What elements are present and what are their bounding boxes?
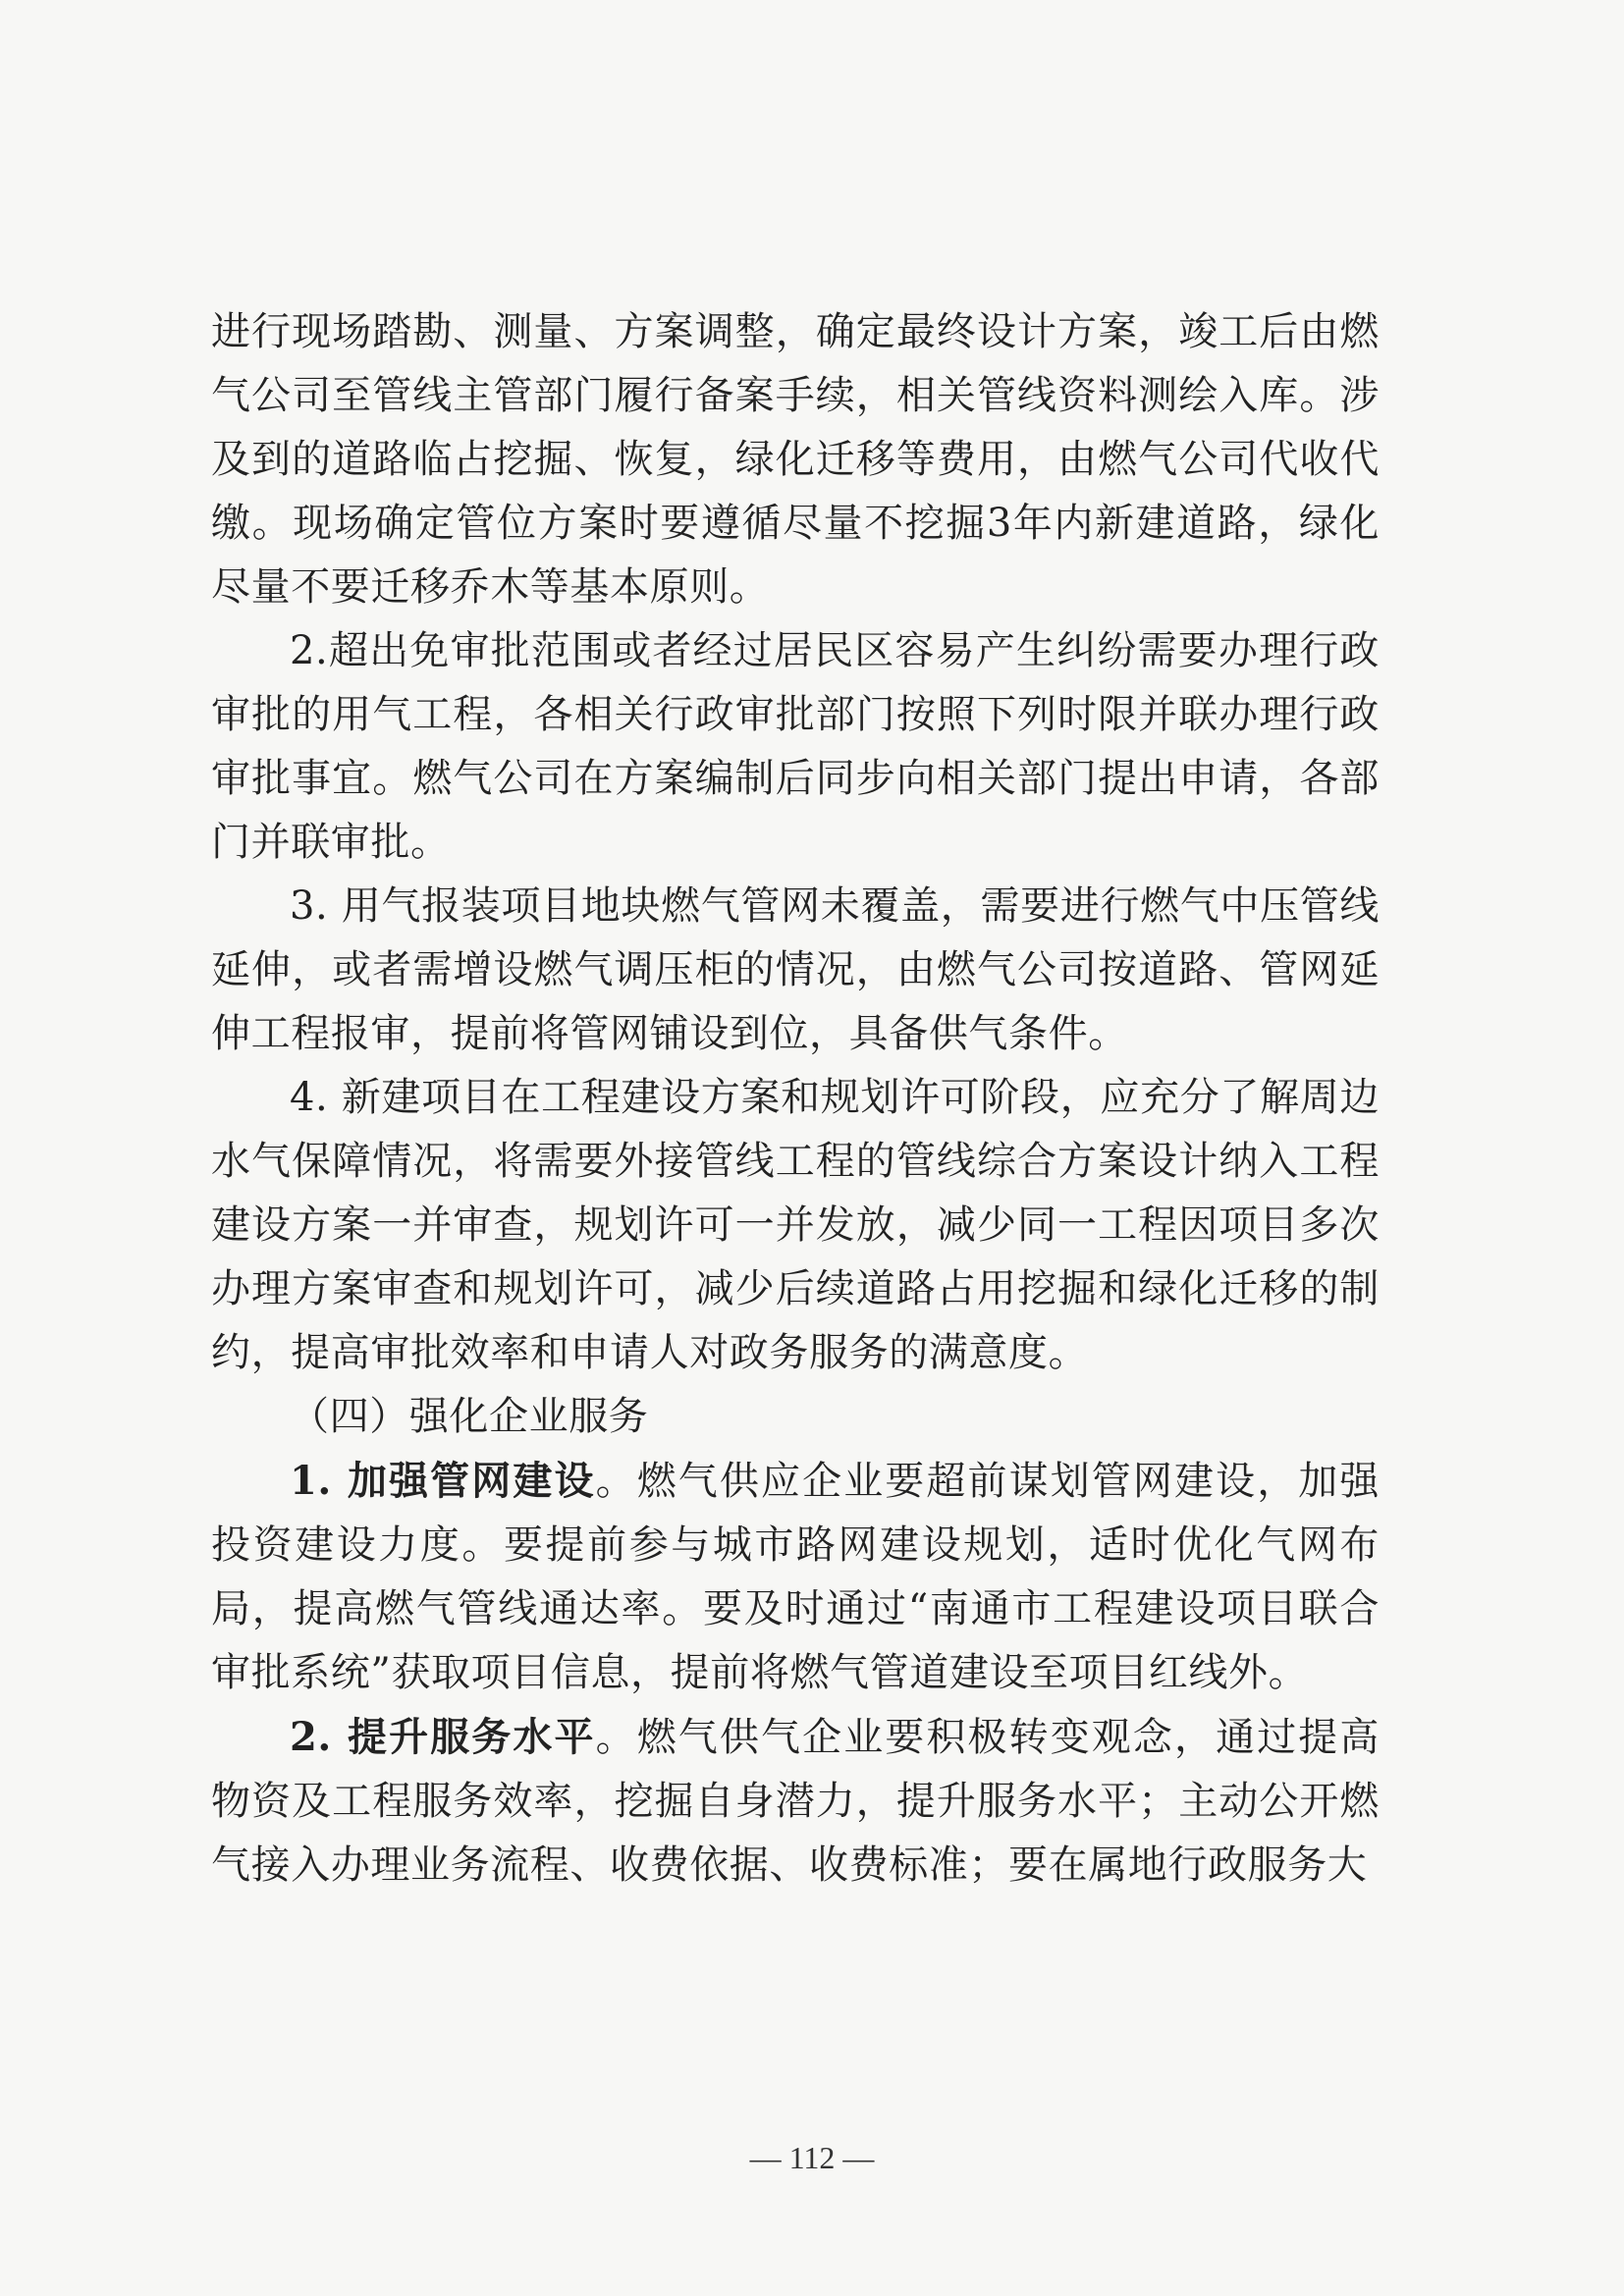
page-number: — 112 — bbox=[749, 2140, 875, 2175]
paragraph-body: 。燃气供气企业要积极转变观念，通过提高物资及工程服务效率，挖掘自身潜力，提升服务水平；主动公开燃气接入办理业务流程、收费依据、收费标准；要在属地行政服务大 bbox=[211, 1715, 1380, 1888]
paragraph-item-3: 3. 用气报装项目地块燃气管网未覆盖，需要进行燃气中压管线延伸，或者需增设燃气调压柜的情况，由燃气公司按道路、管网延伸工程报审，提前将管网铺设到位，具备供气条件。 bbox=[211, 883, 1380, 1056]
paragraph-lead-in: 2. 提升服务水平 bbox=[290, 1714, 596, 1760]
body-text bbox=[211, 300, 1380, 1897]
paragraph-pipeline-construction bbox=[211, 1449, 1380, 1705]
section-heading: （四）强化企业服务 bbox=[290, 1394, 649, 1439]
paragraph-lead-in: 1. 加强管网建设 bbox=[290, 1458, 596, 1504]
paragraph-continuation: 进行现场踏勘、测量、方案调整，确定最终设计方案，竣工后由燃气公司至管线主管部门履行备案手续，相关管线资料测绘入库。涉及到的道路临占挖掘、恢复，绿化迁移等费用，由燃气公司代收代缴。现场确定管位方案时要遵循尽量不挖掘3年内新建道路，绿化尽量不要迁移乔木等基本原则。 bbox=[211, 309, 1380, 610]
paragraph-body: 。燃气供应企业要超前谋划管网建设，加强投资建设力度。要提前参与城市路网建设规划，适时优化气网布局，提高燃气管线通达率。要及时通过“南通市工程建设项目联合审批系统”获取项目信息，提前将燃气管道建设至项目红线外。 bbox=[211, 1459, 1380, 1695]
paragraph-service-level bbox=[211, 1705, 1380, 1897]
paragraph-item-4: 4. 新建项目在工程建设方案和规划许可阶段，应充分了解周边水气保障情况，将需要外接管线工程的管线综合方案设计纳入工程建设方案一并审查，规划许可一并发放，减少同一工程因项目多次办理方案审查和规划许可，减少后续道路占用挖掘和绿化迁移的制约，提高审批效率和申请人对政务服务的满意度。 bbox=[211, 1075, 1380, 1375]
paragraph-item-2: 2.超出免审批范围或者经过居民区容易产生纠纷需要办理行政审批的用气工程，各相关行政审批部门按照下列时限并联办理行政审批事宜。燃气公司在方案编制后同步向相关部门提出申请，各部门并联审批。 bbox=[211, 628, 1380, 865]
